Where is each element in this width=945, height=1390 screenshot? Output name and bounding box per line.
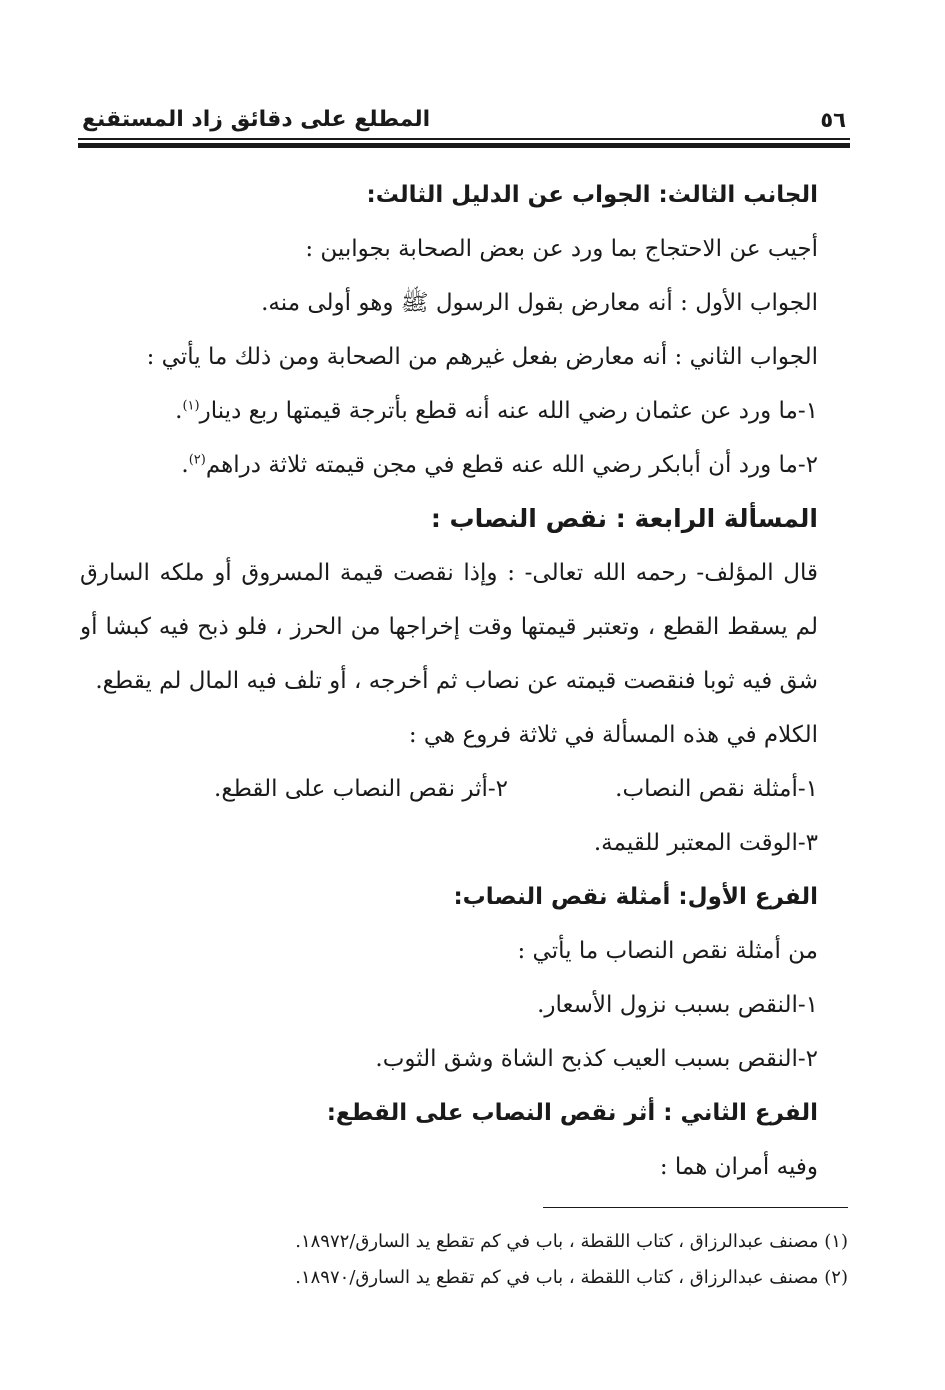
sentence-end: . <box>175 398 183 424</box>
footnote-rule <box>543 1207 848 1208</box>
quote-line: شق فيه ثوبا فنقصت قيمته عن نصاب ثم أخرجه ، أو تلف فيه المال لم يقطع. <box>95 668 818 694</box>
branch-list-row <box>80 762 818 816</box>
heading-first-branch: الفرع الأول: أمثلة نقص النصاب: <box>453 884 818 910</box>
running-header <box>80 92 848 132</box>
heading-second-branch: الفرع الثاني : أثر نقص النصاب على القطع: <box>326 1100 818 1126</box>
list-item: ١-النقص بسبب نزول الأسعار. <box>537 992 818 1018</box>
book-title: المطلع على دقائق زاد المستقنع <box>82 107 431 132</box>
paragraph: الكلام في هذه المسألة في ثلاثة فروع هي : <box>408 722 818 748</box>
list-item <box>80 384 818 438</box>
paragraph: من أمثلة نقص النصاب ما يأتي : <box>517 938 818 964</box>
list-item-text: ٢-ما ورد أن أبابكر رضي الله عنه قطع في مجن قيمته ثلاثة دراهم <box>205 452 818 478</box>
paragraph: الجواب الثاني : أنه معارض بفعل غيرهم من الصحابة ومن ذلك ما يأتي : <box>146 344 818 370</box>
list-item-text: ١-ما ورد عن عثمان رضي الله عنه أنه قطع بأترجة قيمتها ربع دينار <box>199 398 818 424</box>
header-rule-thin <box>78 138 850 140</box>
header-rule-thick <box>78 143 850 148</box>
footnote: (١) مصنف عبدالرزاق ، كتاب اللقطة ، باب في كم تقطع يد السارق/١٨٩٧٢. <box>295 1231 848 1252</box>
list-item: ٣-الوقت المعتبر للقيمة. <box>593 830 818 856</box>
heading-fourth-issue: المسألة الرابعة : نقص النصاب : <box>430 504 818 533</box>
quote-line: قال المؤلف- رحمه الله تعالى- : وإذا نقصت قيمة المسروق أو ملكه السارق <box>80 560 818 586</box>
page-number: ٥٦ <box>820 108 846 132</box>
paragraph: أجيب عن الاحتجاج بما ورد عن بعض الصحابة بجوابين : <box>305 236 818 262</box>
list-item <box>80 438 818 492</box>
paragraph: الجواب الأول : أنه معارض بقول الرسول ﷺ وهو أولى منه. <box>261 290 818 316</box>
footnote-ref: (١) <box>182 398 200 414</box>
list-item: ٢-أثر نقص النصاب على القطع. <box>214 776 508 802</box>
list-item: ١-أمثلة نقص النصاب. <box>615 776 818 802</box>
sentence-end: . <box>181 452 189 478</box>
heading-third-aspect: الجانب الثالث: الجواب عن الدليل الثالث: <box>366 182 818 208</box>
footnote: (٢) مصنف عبدالرزاق ، كتاب اللقطة ، باب في كم تقطع يد السارق/١٨٩٧٠. <box>295 1267 848 1288</box>
list-item: ٢-النقص بسبب العيب كذبح الشاة وشق الثوب. <box>375 1046 818 1072</box>
footnotes <box>80 1224 848 1296</box>
footnote-ref: (٢) <box>188 452 206 468</box>
paragraph: وفيه أمران هما : <box>659 1154 818 1180</box>
body-text <box>80 168 818 1194</box>
quote-line: لم يسقط القطع ، وتعتبر قيمتها وقت إخراجها من الحرز ، فلو ذبح فيه كبشا أو <box>80 614 818 640</box>
